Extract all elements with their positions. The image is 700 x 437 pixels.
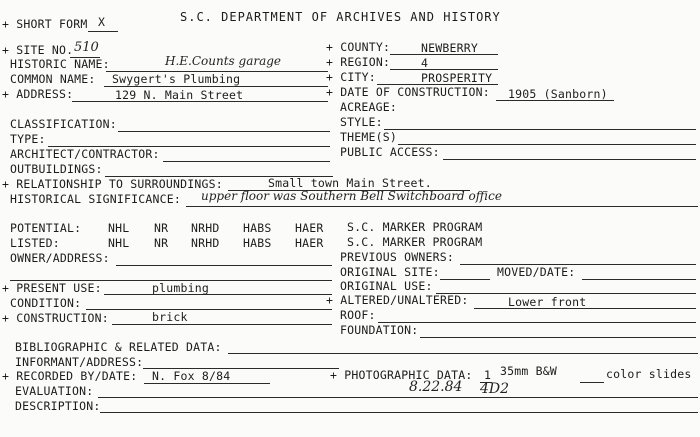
date-construction-value: 1905 (Sanborn) <box>508 87 608 101</box>
photo-bw: 35mm B&W <box>500 364 557 378</box>
potential-marker: S.C. MARKER PROGRAM <box>347 220 483 234</box>
description-label: DESCRIPTION: <box>15 399 101 413</box>
themes-line <box>398 144 696 145</box>
city-label: + CITY: <box>326 70 376 84</box>
listed-nr: NR <box>154 236 169 250</box>
previous-owners-line <box>460 264 696 265</box>
listed-nrhd: NRHD <box>191 236 220 250</box>
classification-line <box>118 131 330 132</box>
recorded-line <box>144 383 270 384</box>
original-site-line <box>440 279 490 280</box>
region-label: + REGION: <box>326 55 391 69</box>
themes-label: THEME(S) <box>340 130 397 144</box>
photographic-label: + PHOTOGRAPHIC DATA: <box>330 368 473 382</box>
condition-line <box>86 309 332 310</box>
common-name-value: Swygert's Plumbing <box>112 72 241 86</box>
owner-line <box>116 265 332 266</box>
style-label: STYLE: <box>340 115 383 129</box>
relationship-label: + RELATIONSHIP TO SURROUNDINGS: <box>2 177 223 191</box>
short-form-label: + SHORT FORM <box>2 17 88 31</box>
historic-name-value: H.E.Counts garage <box>165 54 282 68</box>
address-value: 129 N. Main Street <box>115 88 244 102</box>
classification-label: CLASSIFICATION: <box>10 117 117 131</box>
bibliographic-label: BIBLIOGRAPHIC & RELATED DATA: <box>15 340 222 354</box>
potential-nrhd: NRHD <box>191 221 220 235</box>
foundation-label: FOUNDATION: <box>340 323 419 337</box>
significance-value: upper floor was Southern Bell Switchboard office <box>201 189 502 203</box>
present-use-value: plumbing <box>152 281 209 295</box>
short-form-value: X <box>98 15 106 29</box>
site-no-value: 510 <box>74 40 99 55</box>
bibliographic-line <box>228 353 698 354</box>
listed-label: LISTED: <box>10 236 60 250</box>
county-label: + COUNTY: <box>326 40 391 54</box>
previous-owners-label: PREVIOUS OWNERS: <box>340 250 454 264</box>
recorded-label: + RECORDED BY/DATE: <box>2 369 138 383</box>
address-line <box>72 101 328 102</box>
listed-haer: HAER <box>295 236 324 250</box>
original-use-line <box>436 293 696 294</box>
architect-label: ARCHITECT/CONTRACTOR: <box>10 147 160 161</box>
photo-count: 1 <box>484 368 492 382</box>
potential-nr: NR <box>154 221 169 235</box>
city-value: PROSPERITY <box>421 71 493 85</box>
region-value: 4 <box>421 56 429 70</box>
evaluation-line <box>98 397 698 398</box>
photo-color-line <box>580 382 604 383</box>
roof-label: ROOF: <box>340 308 376 322</box>
type-label: TYPE: <box>10 132 46 146</box>
construction-value: brick <box>152 310 188 324</box>
informant-label: INFORMANT/ADDRESS: <box>15 355 144 369</box>
recorded-value: N. Fox 8/84 <box>152 369 231 383</box>
evaluation-label: EVALUATION: <box>15 384 94 398</box>
original-use-label: ORIGINAL USE: <box>340 279 433 293</box>
county-value: NEWBERRY <box>421 41 478 55</box>
moved-date-label: MOVED/DATE: <box>497 265 576 279</box>
foundation-line <box>420 337 696 338</box>
potential-label: POTENTIAL: <box>10 221 82 235</box>
roof-line <box>378 322 696 323</box>
address-label: + ADDRESS: <box>2 87 74 101</box>
significance-line <box>186 206 698 207</box>
photo-date: 8.22.84 <box>409 379 463 395</box>
present-use-line <box>104 294 332 295</box>
outbuildings-label: OUTBUILDINGS: <box>10 162 103 176</box>
form-title: S.C. DEPARTMENT OF ARCHIVES AND HISTORY <box>180 10 501 24</box>
potential-nhl: NHL <box>108 221 130 235</box>
historic-name-label: HISTORIC NAME: <box>10 57 110 71</box>
owner-label: OWNER/ADDRESS: <box>10 251 110 265</box>
description-line <box>100 412 698 413</box>
photo-color: color slides <box>606 367 692 381</box>
acreage-label: ACREAGE: <box>340 100 397 114</box>
original-site-label: ORIGINAL SITE: <box>340 265 440 279</box>
condition-label: CONDITION: <box>10 296 82 310</box>
moved-date-line <box>582 279 696 280</box>
relationship-value: Small town Main Street. <box>268 176 432 190</box>
altered-line <box>474 308 696 309</box>
construction-line <box>112 324 332 325</box>
photo-number: 4D2 <box>480 381 510 397</box>
listed-marker: S.C. MARKER PROGRAM <box>347 235 483 249</box>
county-line <box>390 54 498 55</box>
date-construction-line <box>496 100 614 101</box>
style-line <box>384 129 696 130</box>
altered-value: Lower front <box>508 295 587 309</box>
public-access-line <box>443 159 696 160</box>
date-construction-label: + DATE OF CONSTRUCTION: <box>326 85 490 99</box>
significance-label: HISTORICAL SIGNIFICANCE: <box>10 192 181 206</box>
common-name-label: COMMON NAME: <box>10 72 96 86</box>
listed-habs: HABS <box>243 236 272 250</box>
construction-label: + CONSTRUCTION: <box>2 311 109 325</box>
architect-line <box>163 161 330 162</box>
common-name-line <box>104 86 328 87</box>
potential-haer: HAER <box>295 221 324 235</box>
region-line <box>390 69 498 70</box>
site-no-label: + SITE NO. <box>2 43 74 57</box>
listed-nhl: NHL <box>108 236 130 250</box>
altered-label: + ALTERED/UNALTERED: <box>326 293 469 307</box>
public-access-label: PUBLIC ACCESS: <box>340 145 440 159</box>
potential-habs: HABS <box>243 221 272 235</box>
short-form-line <box>88 31 118 32</box>
present-use-label: + PRESENT USE: <box>2 281 102 295</box>
